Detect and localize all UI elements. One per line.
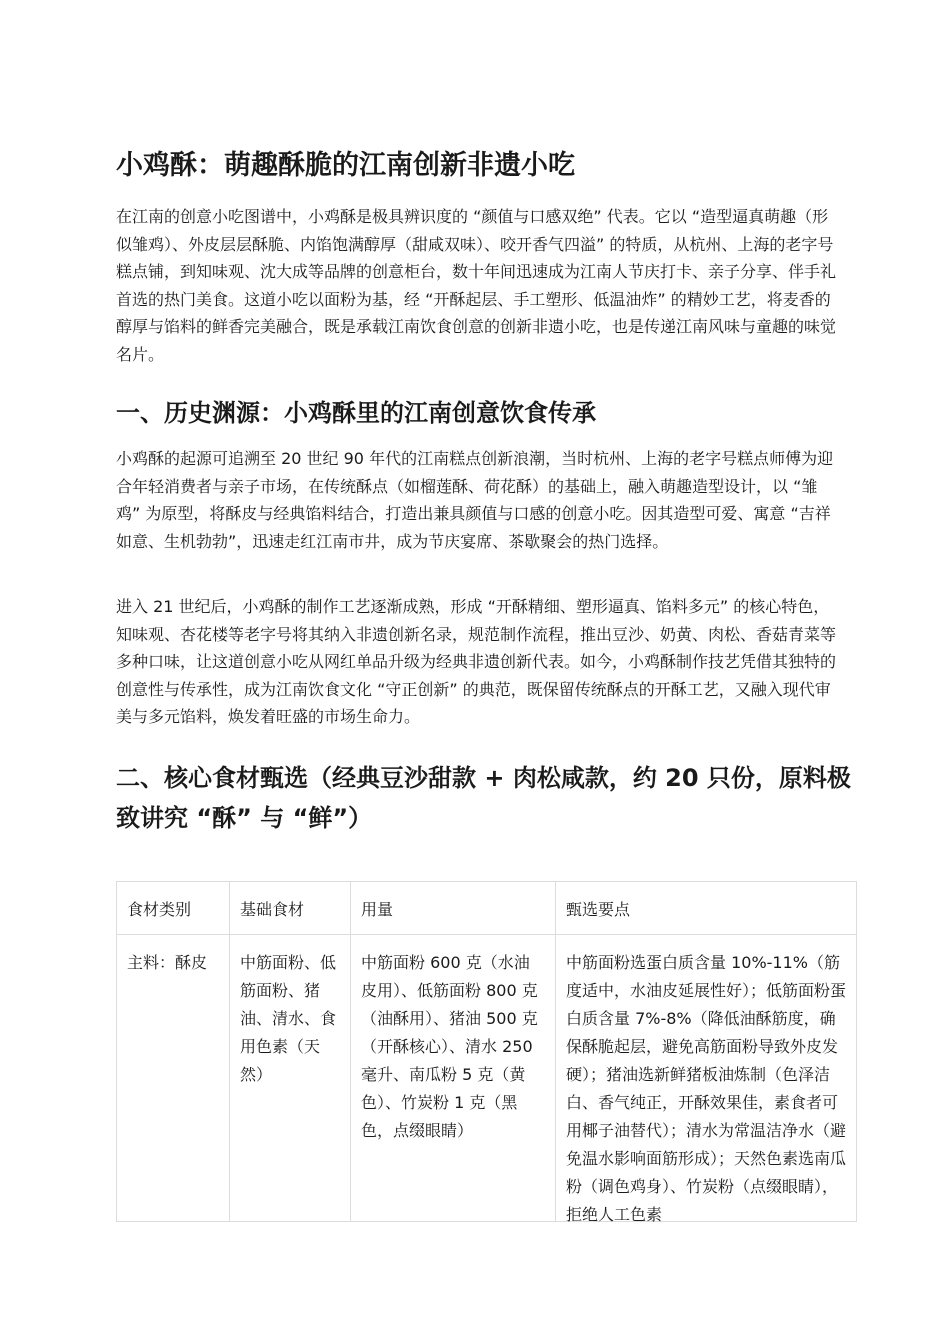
table-row <box>117 935 857 1222</box>
cell-amount <box>351 935 556 1222</box>
section-heading-ingredients: 二、核心食材甄选（经典豆沙甜款 + 肉松咸款，约 20 只份，原料极致讲究 “酥” 与 “鲜”） <box>116 764 851 832</box>
cell-ingredients-text: 中筋面粉、低筋面粉、猪油、清水、食用色素（天然） <box>240 953 337 1084</box>
history-paragraph-2: 进入 21 世纪后，小鸡酥的制作工艺逐渐成熟，形成 “开酥精细、塑形逼真、馅料多元” 的核心特色，知味观、杏花楼等老字号将其纳入非遗创新名录，规范制作流程，推出豆沙、奶黄、肉松、香菇青菜等多种口味，让这道创意小吃从网红单品升级为经典非遗创新代表。如今，小鸡酥制作技艺凭借其独特的创意性与传承性，成为江南饮食文化 “守正创新” 的典范，既保留传统酥点的开酥工艺，又融入现代审美与多元馅料，焕发着旺盛的市场生命力。 <box>116 597 837 727</box>
cell-notes-text: 中筋面粉选蛋白质含量 10%-11%（筋度适中，水油皮延展性好）；低筋面粉蛋白质含量 7%-8%（降低油酥筋度，确保酥脆起层，避免高筋面粉导致外皮发硬）；猪油选新鲜猪板油炼制（色泽洁白、香气纯正，开酥效果佳，素食者可用椰子油替代）；清水为常温洁净水（避免温水影响面筋形成）；天然色素选南瓜粉（调色鸡身）、竹炭粉（点缀眼睛），拒绝人工色素 <box>566 953 847 1224</box>
cell-category <box>117 935 230 1222</box>
column-header-amount: 用量 <box>351 882 556 935</box>
ingredients-table <box>116 881 857 1222</box>
history-paragraph-1: 小鸡酥的起源可追溯至 20 世纪 90 年代的江南糕点创新浪潮，当时杭州、上海的老字号糕点师傅为迎合年轻消费者与亲子市场，在传统酥点（如榴莲酥、荷花酥）的基础上，融入萌趣造型设计，以 “雏鸡” 为原型，将酥皮与经典馅料结合，打造出兼具颜值与口感的创意小吃。因其造型可爱、寓意 “吉祥如意、生机勃勃”，迅速走红江南市井，成为节庆宴席、茶歇聚会的热门选择。 <box>116 449 834 551</box>
cell-category-text: 主料：酥皮 <box>127 953 208 972</box>
intro-paragraph: 在江南的创意小吃图谱中，小鸡酥是极具辨识度的 “颜值与口感双绝” 代表。它以 “造型逼真萌趣（形似雏鸡）、外皮层层酥脆、内馅饱满醇厚（甜咸双味）、咬开香气四溢” 的特质，从杭州、上海的老字号糕点铺，到知味观、沈大成等品牌的创意柜台，数十年间迅速成为江南人节庆打卡、亲子分享、伴手礼首选的热门美食。这道小吃以面粉为基，经 “开酥起层、手工塑形、低温油炸” 的精妙工艺，将麦香的醇厚与馅料的鲜香完美融合，既是承载江南饮食创意的创新非遗小吃，也是传递江南风味与童趣的味觉名片。 <box>116 207 837 364</box>
column-header-ingredients: 基础食材 <box>230 882 351 935</box>
cell-ingredients <box>230 935 351 1222</box>
page-title: 小鸡酥：萌趣酥脆的江南创新非遗小吃 <box>116 150 575 181</box>
cell-notes <box>556 935 857 1222</box>
column-header-notes: 甄选要点 <box>556 882 857 935</box>
cell-amount-text: 中筋面粉 600 克（水油皮用）、低筋面粉 800 克（油酥用）、猪油 500 克（开酥核心）、清水 250 毫升、南瓜粉 5 克（黄色）、竹炭粉 1 克（黑色，点缀眼睛） <box>361 953 538 1140</box>
table-header-row <box>117 882 857 935</box>
section-heading-history: 一、历史渊源：小鸡酥里的江南创意饮食传承 <box>116 399 596 427</box>
column-header-category: 食材类别 <box>117 882 230 935</box>
